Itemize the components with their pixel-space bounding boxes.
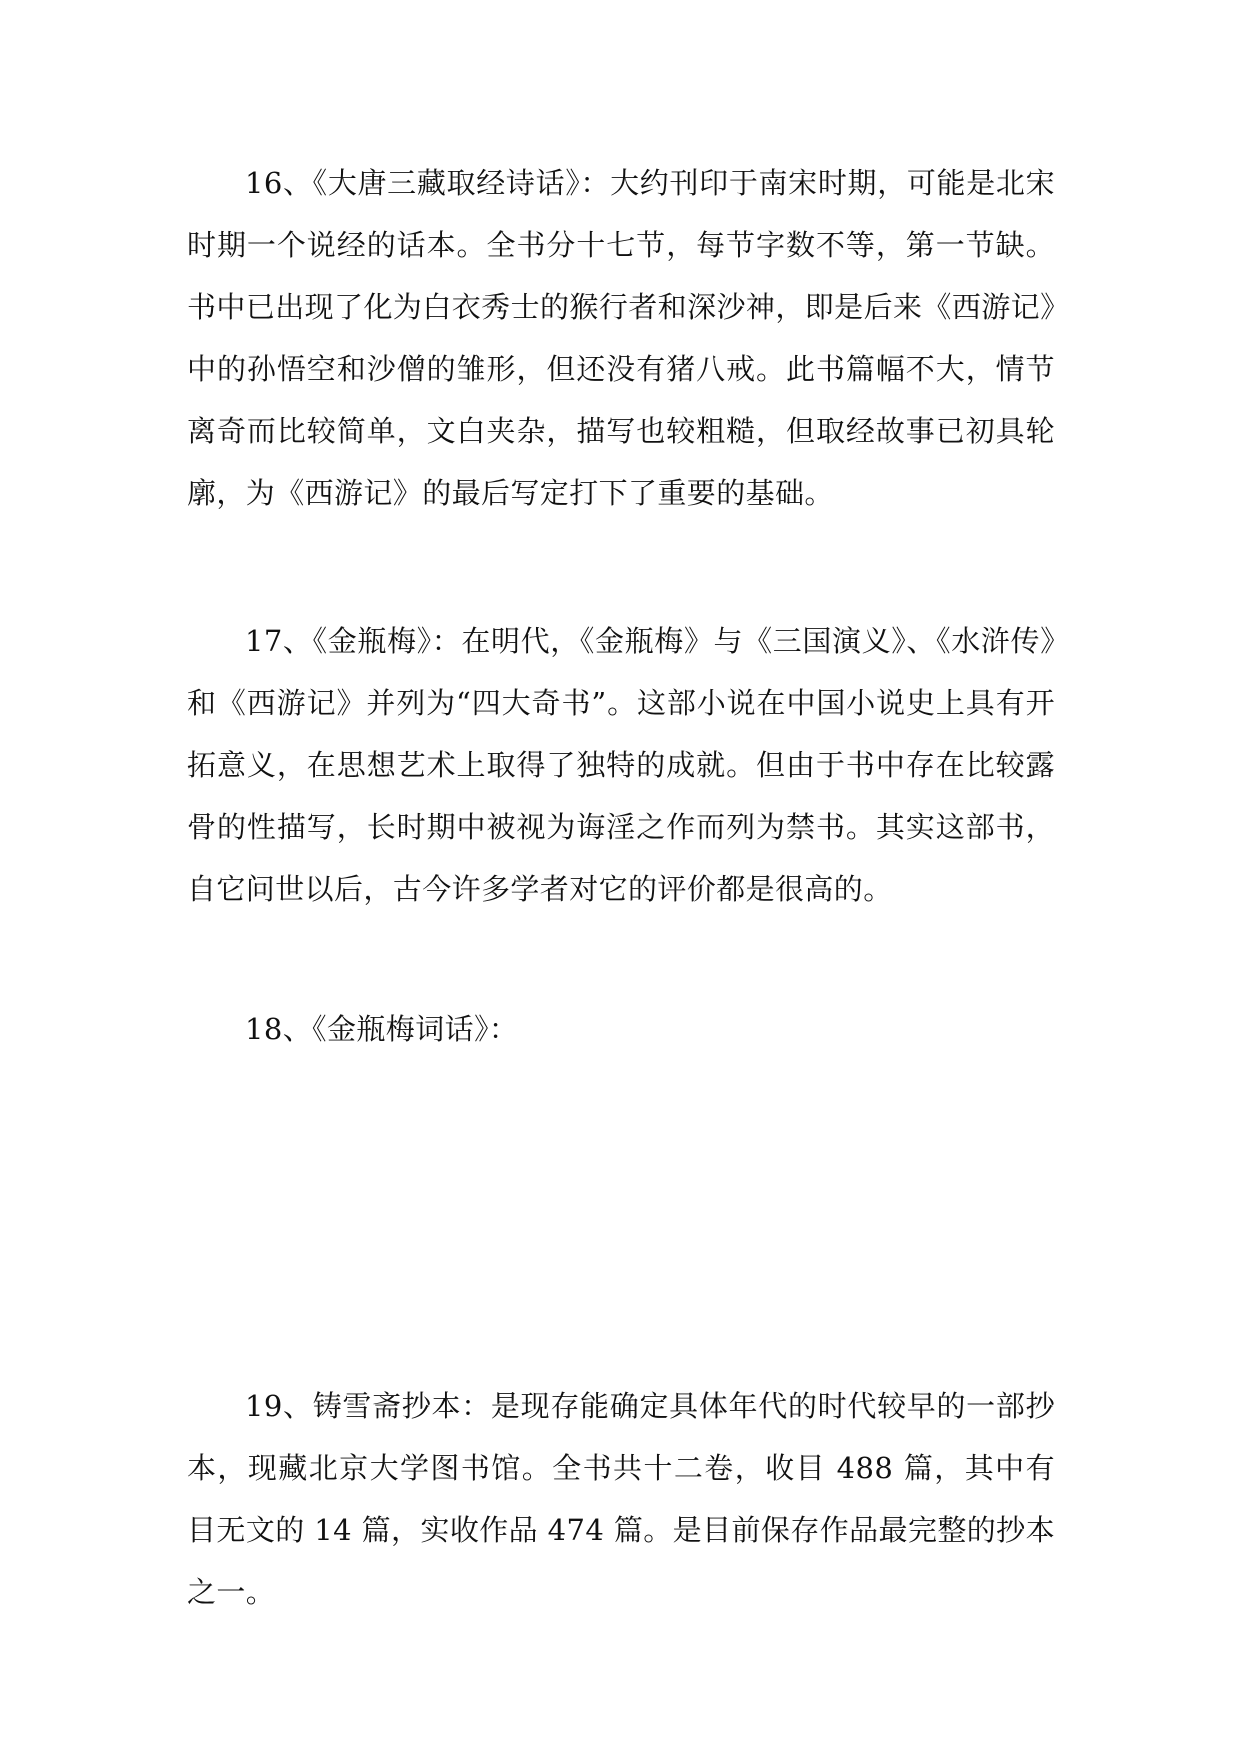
- paragraph-17: 17、《金瓶梅》：在明代，《金瓶梅》与《三国演义》、《水浒传》和《西游记》并列为“四大奇书”。这部小说在中国小说史上具有开拓意义，在思想艺术上取得了独特的成就。但由于书中存在比较露骨的性描写，长时期中被视为诲淫之作而列为禁书。其实这部书，自它问世以后，古今许多学者对它的评价都是很高的。: [187, 624, 1055, 906]
- paragraph-16: 16、《大唐三藏取经诗话》：大约刊印于南宋时期，可能是北宋时期一个说经的话本。全书分十七节，每节字数不等，第一节缺。书中已出现了化为白衣秀士的猴行者和深沙神，即是后来《西游记》中的孙悟空和沙僧的雏形，但还没有猪八戒。此书篇幅不大，情节离奇而比较简单，文白夹杂，描写也较粗糙，但取经故事已初具轮廓，为《西游记》的最后写定打下了重要的基础。: [187, 166, 1055, 510]
- paragraph-18: 18、《金瓶梅词话》：: [245, 1012, 519, 1046]
- paragraph-19: 19、铸雪斋抄本：是现存能确定具体年代的时代较早的一部抄本，现藏北京大学图书馆。全书共十二卷，收目 488 篇，其中有目无文的 14 篇，实收作品 474 篇。是目前保存作品最完整的抄本之一。: [187, 1389, 1055, 1609]
